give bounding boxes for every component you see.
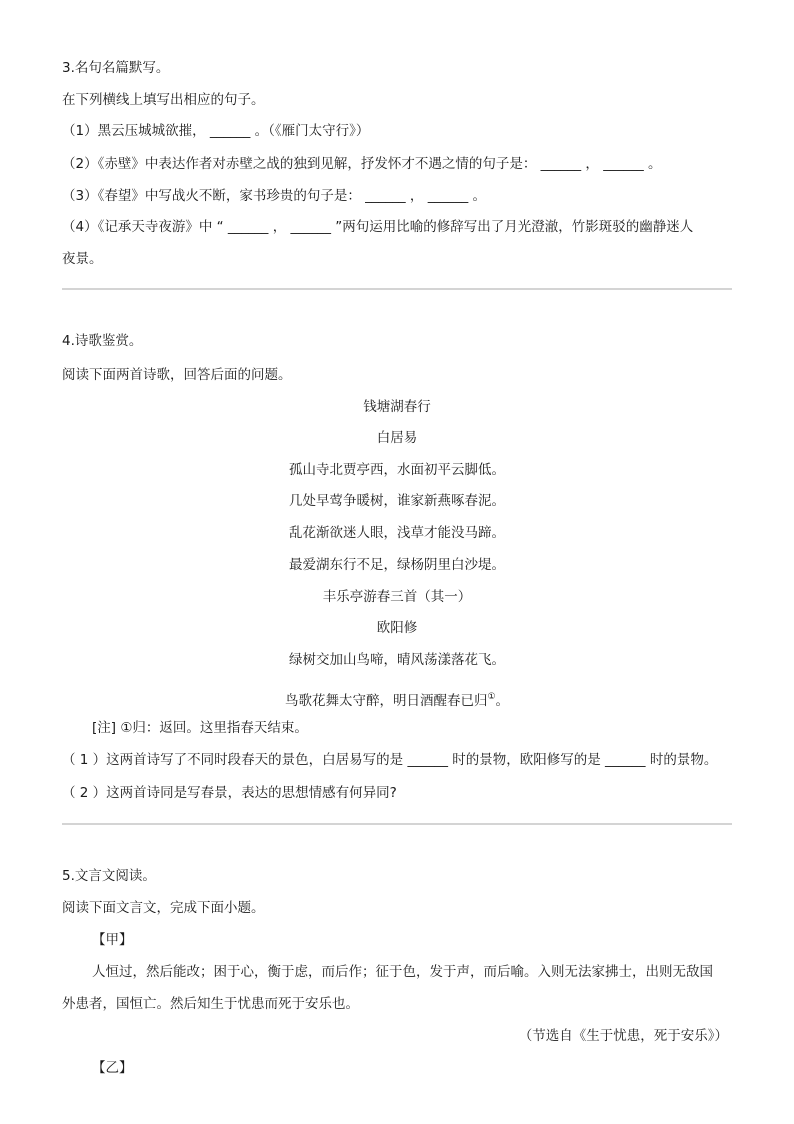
q3-item-2: （2）《赤壁》中表达作者对赤壁之战的独到见解，抒发怀才不遇之情的句子是： ______ ， ______ 。: [62, 156, 662, 172]
q4-title: 4.诗歌鉴赏。: [62, 333, 143, 349]
q5-title: 5.文言文阅读。: [62, 868, 156, 884]
footnote-marker: ①: [487, 692, 496, 702]
q3-item-4-cont: 夜景。: [62, 251, 103, 267]
q4-question-2: （ 2 ）这两首诗同是写春景，表达的思想情感有何异同?: [62, 785, 397, 801]
poem2-line-end: 。: [495, 693, 510, 709]
poem1-line: 几处早莺争暖树，谁家新燕啄春泥。: [289, 493, 505, 509]
poem1-author: 白居易: [376, 430, 418, 446]
poem2-line: [0, 687, 794, 711]
q3-instruction: 在下列横线上填写出相应的句子。: [62, 92, 265, 108]
part-a-label: 【甲】: [92, 932, 133, 948]
poem2-line-text: 鸟歌花舞太守醉，明日酒醒春已归: [284, 693, 488, 709]
section-divider: [62, 288, 732, 290]
q4-note: [注] ①归：返回。这里指春天结束。: [92, 720, 308, 736]
part-b-label: 【乙】: [92, 1060, 133, 1076]
poem2-line: 绿树交加山鸟啼，晴风荡漾落花飞。: [289, 652, 505, 668]
poem2-author: 欧阳修: [376, 620, 418, 636]
q3-item-4: （4）《记承天寺夜游》中 “ ______ ， ______ ”两句运用比喻的修辞写出了月光澄澈，竹影斑驳的幽静迷人: [62, 219, 694, 235]
q3-item-3: （3）《春望》中写战火不断，家书珍贵的句子是： ______ ， ______ 。: [62, 188, 487, 204]
part-a-text: 人恒过，然后能改；困于心，衡于虑，而后作；征于色，发于声，而后喻。入则无法家拂士，出则无敌国: [92, 964, 713, 980]
poem1-title: 钱塘湖春行: [363, 399, 431, 415]
poem1-line: 最爱湖东行不足，绿杨阴里白沙堤。: [289, 557, 505, 573]
q3-item-1: （1）黑云压城城欲摧， ______ 。（《雁门太守行》）: [62, 123, 370, 139]
poem1-line: 孤山寺北贾亭西，水面初平云脚低。: [289, 462, 505, 478]
q4-instruction: 阅读下面两首诗歌，回答后面的问题。: [62, 367, 292, 383]
section-divider: [62, 823, 732, 825]
source-citation: （节选自《生于忧患，死于安乐》）: [518, 1028, 728, 1044]
q3-title: 3.名句名篇默写。: [62, 60, 170, 76]
poem2-title: 丰乐亭游春三首（其一）: [322, 589, 472, 605]
q5-instruction: 阅读下面文言文，完成下面小题。: [62, 900, 265, 916]
q4-question-1: （ 1 ）这两首诗写了不同时段春天的景色，白居易写的是 ______ 时的景物，欧阳修写的是 ______ 时的景物。: [62, 752, 718, 768]
part-a-text-cont: 外患者，国恒亡。然后知生于忧患而死于安乐也。: [62, 996, 359, 1012]
poem1-line: 乱花渐欲迷人眼，浅草才能没马蹄。: [289, 525, 505, 541]
